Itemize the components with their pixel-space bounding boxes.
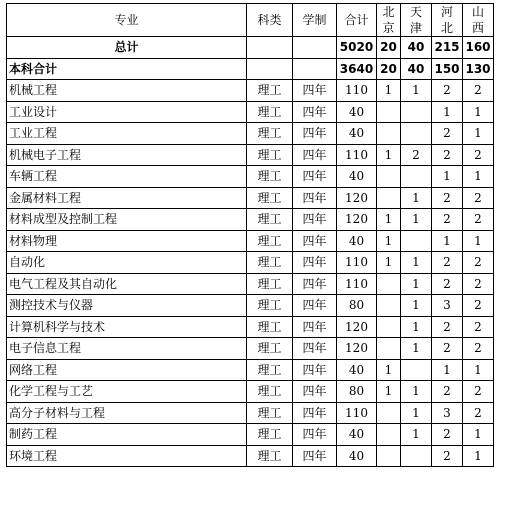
grand-total-label: 总计 xyxy=(7,37,247,59)
table-row xyxy=(7,273,494,295)
major-duration: 四年 xyxy=(293,209,337,231)
quota-beijing: 1 xyxy=(377,252,401,274)
major-duration: 四年 xyxy=(293,80,337,102)
major-category: 理工 xyxy=(247,359,293,381)
quota-beijing xyxy=(377,123,401,145)
quota-tianjin: 1 xyxy=(401,424,432,446)
quota-tianjin: 1 xyxy=(401,381,432,403)
quota-hebei: 3 xyxy=(432,295,463,317)
major-total: 80 xyxy=(337,381,377,403)
quota-shanxi: 2 xyxy=(463,316,494,338)
quota-shanxi: 1 xyxy=(463,230,494,252)
major-duration: 四年 xyxy=(293,316,337,338)
major-total: 40 xyxy=(337,166,377,188)
quota-hebei: 3 xyxy=(432,402,463,424)
quota-shanxi: 1 xyxy=(463,166,494,188)
grand-total-shanxi: 160 xyxy=(463,37,494,59)
major-category: 理工 xyxy=(247,230,293,252)
province-label: 北京 xyxy=(382,5,395,35)
major-category: 理工 xyxy=(247,381,293,403)
major-duration: 四年 xyxy=(293,273,337,295)
major-total: 120 xyxy=(337,209,377,231)
quota-tianjin xyxy=(401,166,432,188)
major-name: 高分子材料与工程 xyxy=(7,402,247,424)
quota-tianjin xyxy=(401,359,432,381)
major-category: 理工 xyxy=(247,166,293,188)
grand-total-category xyxy=(247,37,293,59)
enrollment-plan-table xyxy=(6,3,494,467)
major-name: 材料物理 xyxy=(7,230,247,252)
major-name: 工业设计 xyxy=(7,101,247,123)
quota-tianjin: 1 xyxy=(401,273,432,295)
undergrad-total-tianjin: 40 xyxy=(401,58,432,80)
quota-tianjin: 1 xyxy=(401,316,432,338)
major-duration: 四年 xyxy=(293,187,337,209)
quota-beijing: 1 xyxy=(377,230,401,252)
major-duration: 四年 xyxy=(293,101,337,123)
major-category: 理工 xyxy=(247,424,293,446)
table-row xyxy=(7,123,494,145)
major-total: 120 xyxy=(337,187,377,209)
major-name: 网络工程 xyxy=(7,359,247,381)
quota-tianjin: 1 xyxy=(401,209,432,231)
major-duration: 四年 xyxy=(293,123,337,145)
quota-beijing xyxy=(377,316,401,338)
header-row xyxy=(7,4,494,37)
major-total: 40 xyxy=(337,230,377,252)
major-total: 120 xyxy=(337,338,377,360)
quota-beijing: 1 xyxy=(377,80,401,102)
quota-beijing xyxy=(377,295,401,317)
major-duration: 四年 xyxy=(293,424,337,446)
major-category: 理工 xyxy=(247,101,293,123)
major-name: 测控技术与仪器 xyxy=(7,295,247,317)
major-total: 80 xyxy=(337,295,377,317)
major-category: 理工 xyxy=(247,316,293,338)
quota-tianjin: 1 xyxy=(401,80,432,102)
undergrad-total-shanxi: 130 xyxy=(463,58,494,80)
grand-total-hebei: 215 xyxy=(432,37,463,59)
major-category: 理工 xyxy=(247,123,293,145)
quota-shanxi: 2 xyxy=(463,144,494,166)
major-category: 理工 xyxy=(247,338,293,360)
major-duration: 四年 xyxy=(293,252,337,274)
quota-hebei: 2 xyxy=(432,381,463,403)
grand-total-tianjin: 40 xyxy=(401,37,432,59)
major-total: 110 xyxy=(337,144,377,166)
quota-hebei: 2 xyxy=(432,144,463,166)
major-name: 机械工程 xyxy=(7,80,247,102)
major-name: 自动化 xyxy=(7,252,247,274)
quota-hebei: 2 xyxy=(432,187,463,209)
table-row xyxy=(7,144,494,166)
quota-tianjin: 1 xyxy=(401,402,432,424)
major-total: 40 xyxy=(337,101,377,123)
undergrad-total-sum: 3640 xyxy=(337,58,377,80)
table-body xyxy=(7,4,494,467)
grand-total-sum: 5020 xyxy=(337,37,377,59)
quota-hebei: 1 xyxy=(432,166,463,188)
undergrad-total-duration xyxy=(293,58,337,80)
major-category: 理工 xyxy=(247,187,293,209)
major-name: 车辆工程 xyxy=(7,166,247,188)
table-row xyxy=(7,230,494,252)
major-name: 电子信息工程 xyxy=(7,338,247,360)
quota-shanxi: 2 xyxy=(463,187,494,209)
major-total: 40 xyxy=(337,123,377,145)
province-label: 河北 xyxy=(440,5,453,35)
major-name: 化学工程与工艺 xyxy=(7,381,247,403)
quota-shanxi: 1 xyxy=(463,123,494,145)
quota-beijing xyxy=(377,338,401,360)
grand-total-row xyxy=(7,37,494,59)
major-duration: 四年 xyxy=(293,402,337,424)
quota-hebei: 2 xyxy=(432,424,463,446)
major-total: 40 xyxy=(337,445,377,467)
major-name: 制药工程 xyxy=(7,424,247,446)
grand-total-beijing: 20 xyxy=(377,37,401,59)
header-province-shanxi xyxy=(463,4,494,37)
quota-shanxi: 2 xyxy=(463,381,494,403)
quota-beijing: 1 xyxy=(377,209,401,231)
table-row xyxy=(7,381,494,403)
major-name: 计算机科学与技术 xyxy=(7,316,247,338)
table-row xyxy=(7,424,494,446)
quota-beijing: 1 xyxy=(377,359,401,381)
table-row xyxy=(7,402,494,424)
table-row xyxy=(7,295,494,317)
quota-hebei: 1 xyxy=(432,230,463,252)
quota-beijing xyxy=(377,101,401,123)
quota-beijing xyxy=(377,273,401,295)
major-duration: 四年 xyxy=(293,144,337,166)
major-name: 工业工程 xyxy=(7,123,247,145)
quota-hebei: 2 xyxy=(432,338,463,360)
table-row xyxy=(7,316,494,338)
major-total: 40 xyxy=(337,359,377,381)
major-total: 40 xyxy=(337,424,377,446)
major-duration: 四年 xyxy=(293,359,337,381)
quota-tianjin xyxy=(401,123,432,145)
major-category: 理工 xyxy=(247,295,293,317)
quota-beijing: 1 xyxy=(377,381,401,403)
quota-hebei: 2 xyxy=(432,209,463,231)
table-row xyxy=(7,166,494,188)
quota-beijing xyxy=(377,424,401,446)
table-row xyxy=(7,80,494,102)
table-row xyxy=(7,209,494,231)
quota-shanxi: 2 xyxy=(463,295,494,317)
major-total: 110 xyxy=(337,402,377,424)
quota-shanxi: 1 xyxy=(463,445,494,467)
table-row xyxy=(7,359,494,381)
undergrad-total-beijing: 20 xyxy=(377,58,401,80)
table-row xyxy=(7,187,494,209)
quota-shanxi: 2 xyxy=(463,252,494,274)
undergrad-total-label: 本科合计 xyxy=(7,58,247,80)
grand-total-duration xyxy=(293,37,337,59)
quota-hebei: 2 xyxy=(432,316,463,338)
header-duration: 学制 xyxy=(293,4,337,37)
quota-tianjin xyxy=(401,445,432,467)
major-duration: 四年 xyxy=(293,230,337,252)
quota-shanxi: 1 xyxy=(463,101,494,123)
quota-shanxi: 2 xyxy=(463,209,494,231)
quota-tianjin xyxy=(401,230,432,252)
quota-beijing xyxy=(377,402,401,424)
major-category: 理工 xyxy=(247,402,293,424)
major-total: 110 xyxy=(337,252,377,274)
major-category: 理工 xyxy=(247,144,293,166)
quota-shanxi: 1 xyxy=(463,424,494,446)
major-duration: 四年 xyxy=(293,166,337,188)
quota-tianjin: 2 xyxy=(401,144,432,166)
major-name: 材料成型及控制工程 xyxy=(7,209,247,231)
quota-beijing: 1 xyxy=(377,144,401,166)
quota-shanxi: 2 xyxy=(463,273,494,295)
major-name: 金属材料工程 xyxy=(7,187,247,209)
major-duration: 四年 xyxy=(293,338,337,360)
quota-hebei: 1 xyxy=(432,359,463,381)
quota-tianjin: 1 xyxy=(401,295,432,317)
quota-beijing xyxy=(377,445,401,467)
province-label: 天津 xyxy=(409,5,422,35)
major-duration: 四年 xyxy=(293,381,337,403)
quota-tianjin: 1 xyxy=(401,338,432,360)
quota-hebei: 2 xyxy=(432,252,463,274)
header-province-hebei xyxy=(432,4,463,37)
major-total: 110 xyxy=(337,273,377,295)
major-total: 110 xyxy=(337,80,377,102)
quota-hebei: 2 xyxy=(432,273,463,295)
table-row xyxy=(7,338,494,360)
major-name: 电气工程及其自动化 xyxy=(7,273,247,295)
major-category: 理工 xyxy=(247,445,293,467)
quota-hebei: 2 xyxy=(432,445,463,467)
table-row xyxy=(7,101,494,123)
header-category: 科类 xyxy=(247,4,293,37)
major-category: 理工 xyxy=(247,252,293,274)
undergrad-total-hebei: 150 xyxy=(432,58,463,80)
quota-shanxi: 1 xyxy=(463,359,494,381)
major-name: 机械电子工程 xyxy=(7,144,247,166)
major-total: 120 xyxy=(337,316,377,338)
quota-beijing xyxy=(377,187,401,209)
quota-hebei: 2 xyxy=(432,80,463,102)
major-name: 环境工程 xyxy=(7,445,247,467)
quota-shanxi: 2 xyxy=(463,338,494,360)
undergrad-total-category xyxy=(247,58,293,80)
major-category: 理工 xyxy=(247,209,293,231)
major-duration: 四年 xyxy=(293,445,337,467)
quota-beijing xyxy=(377,166,401,188)
quota-shanxi: 2 xyxy=(463,80,494,102)
quota-tianjin: 1 xyxy=(401,187,432,209)
table-row xyxy=(7,252,494,274)
major-category: 理工 xyxy=(247,80,293,102)
major-category: 理工 xyxy=(247,273,293,295)
quota-hebei: 2 xyxy=(432,123,463,145)
header-province-tianjin xyxy=(401,4,432,37)
quota-tianjin xyxy=(401,101,432,123)
table-row xyxy=(7,445,494,467)
header-total: 合计 xyxy=(337,4,377,37)
undergrad-total-row xyxy=(7,58,494,80)
quota-tianjin: 1 xyxy=(401,252,432,274)
quota-shanxi: 2 xyxy=(463,402,494,424)
header-major: 专业 xyxy=(7,4,247,37)
quota-hebei: 1 xyxy=(432,101,463,123)
header-province-beijing xyxy=(377,4,401,37)
major-duration: 四年 xyxy=(293,295,337,317)
province-label: 山西 xyxy=(471,5,484,35)
